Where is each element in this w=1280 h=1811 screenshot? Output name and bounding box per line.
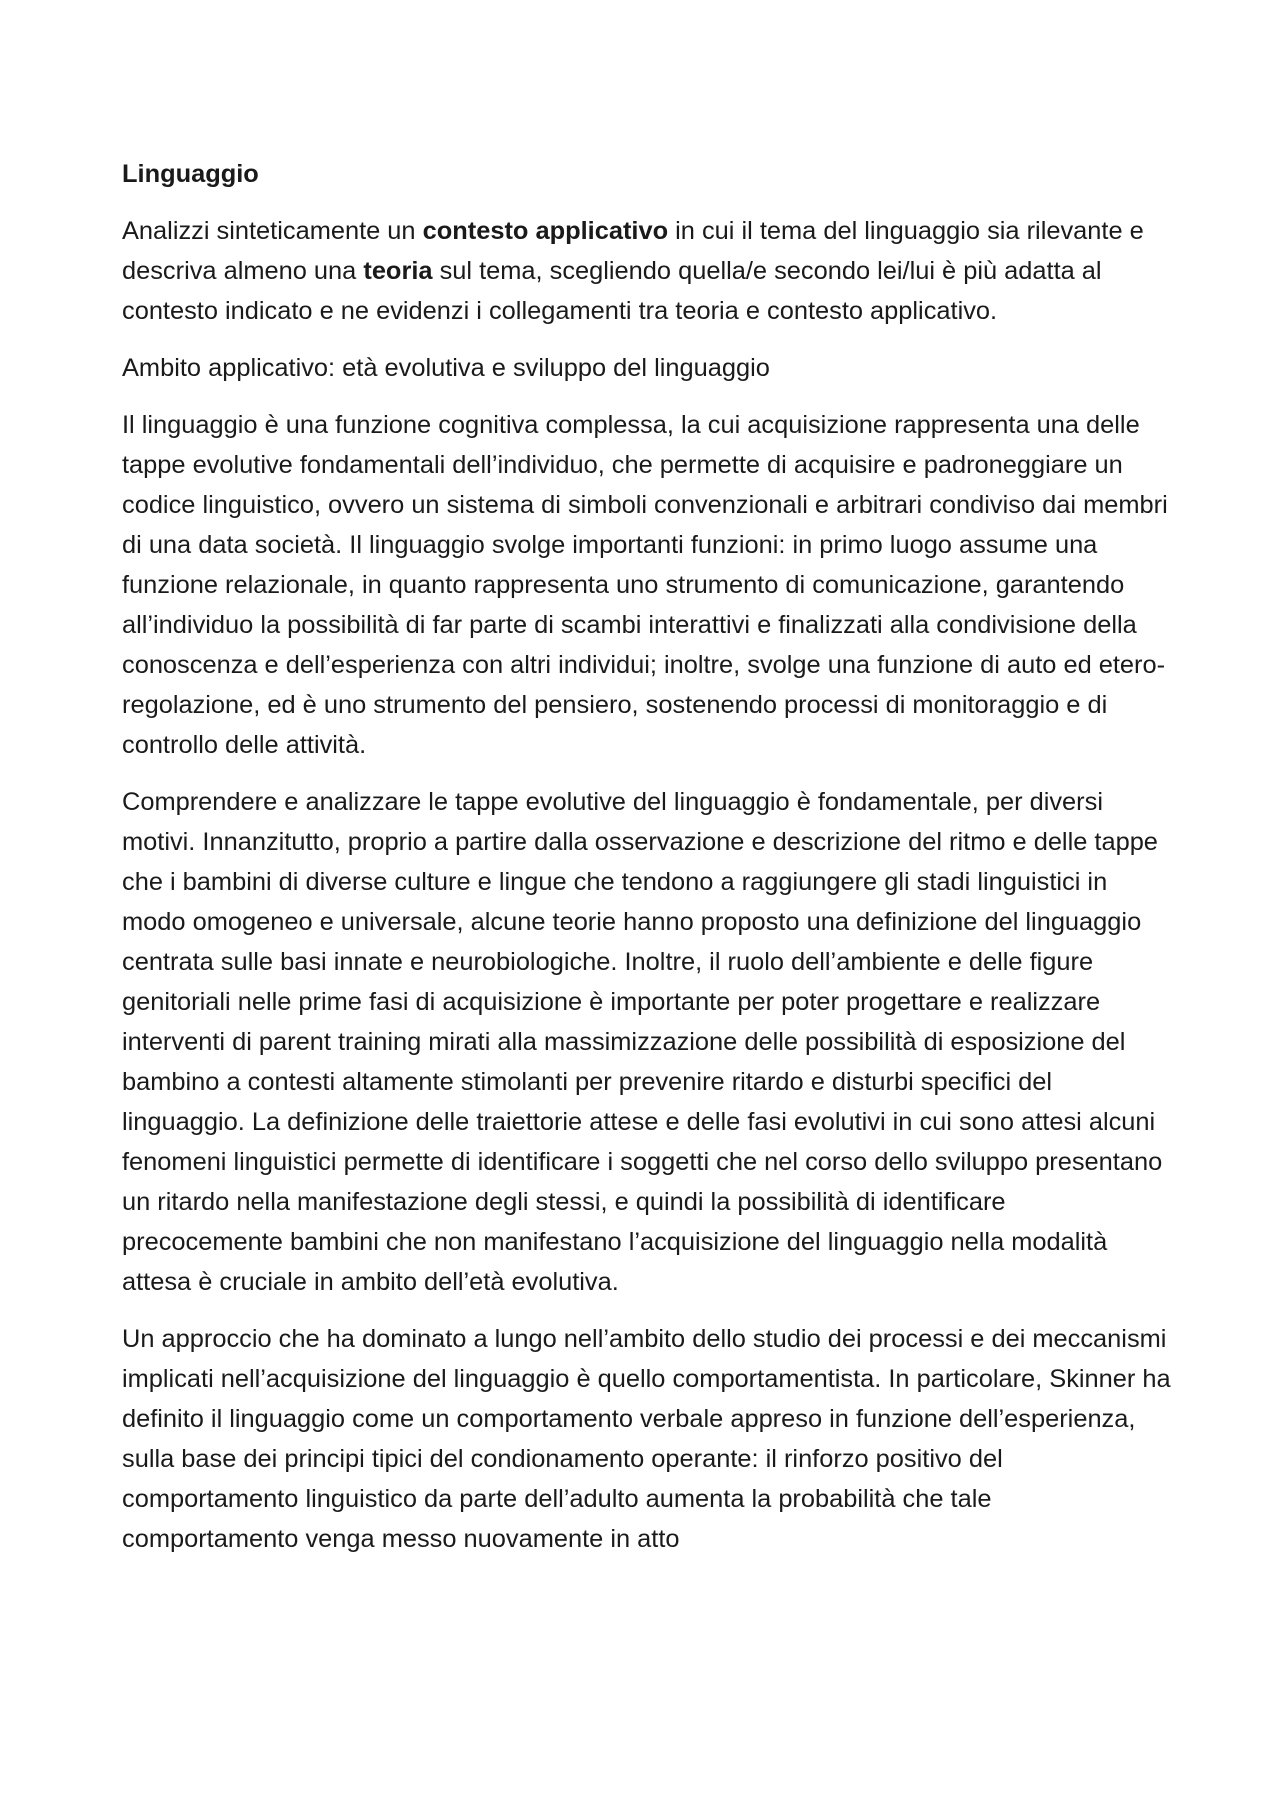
body-paragraph-1: Il linguaggio è una funzione cognitiva complessa, la cui acquisizione rappresenta una delle tappe evolutive fondamentali dell’individuo, che permette di acquisire e padroneggiare un codice linguistico, ovvero un sistema di simboli convenzionali e arbitrari condiviso dai membri di una data società. Il linguaggio svolge importanti funzioni: in primo luogo assume una funzione relazionale, in quanto rappresenta uno strumento di comunicazione, garantendo all’individuo la possibilità di far parte di scambi interattivi e finalizzati alla condivisione della conoscenza e dell’esperienza con altri individui; inoltre, svolge una funzione di auto ed etero-regolazione, ed è uno strumento del pensiero, sostenendo processi di monitoraggio e di controllo delle attività. <box>122 411 1168 759</box>
ambito-line: Ambito applicativo: età evolutiva e sviluppo del linguaggio <box>122 354 770 382</box>
prompt-bold-teoria: teoria <box>363 257 433 285</box>
prompt-paragraph <box>122 211 1172 331</box>
prompt-text-2: in cui il tema del linguaggio sia rilevante e descriva almeno una <box>122 217 1144 285</box>
document-title: Linguaggio <box>122 160 259 188</box>
document-body <box>122 154 1172 1576</box>
prompt-text-3: sul tema, scegliendo quella/e secondo lei/lui è più adatta al contesto indicato e ne evidenzi i collegamenti tra teoria e contesto applicativo. <box>122 257 1102 325</box>
body-paragraph-3: Un approccio che ha dominato a lungo nell’ambito dello studio dei processi e dei meccanismi implicati nell’acquisizione del linguaggio è quello comportamentista. In particolare, Skinner ha definito il linguaggio come un comportamento verbale appreso in funzione dell’esperienza, sulla base dei principi tipici del condionamento operante: il rinforzo positivo del comportamento linguistico da parte dell’adulto aumenta la probabilità che tale comportamento venga messo nuovamente in atto <box>122 1325 1171 1553</box>
body-paragraph-2: Comprendere e analizzare le tappe evolutive del linguaggio è fondamentale, per diversi motivi. Innanzitutto, proprio a partire dalla osservazione e descrizione del ritmo e delle tappe che i bambini di diverse culture e lingue che tendono a raggiungere gli stadi linguistici in modo omogeneo e universale, alcune teorie hanno proposto una definizione del linguaggio centrata sulle basi innate e neurobiologiche. Inoltre, il ruolo dell’ambiente e delle figure genitoriali nelle prime fasi di acquisizione è importante per poter progettare e realizzare interventi di parent training mirati alla massimizzazione delle possibilità di esposizione del bambino a contesti altamente stimolanti per prevenire ritardo e disturbi specifici del linguaggio. La definizione delle traiettorie attese e delle fasi evolutivi in cui sono attesi alcuni fenomeni linguistici permette di identificare i soggetti che nel corso dello sviluppo presentano un ritardo nella manifestazione degli stessi, e quindi la possibilità di identificare precocemente bambini che non manifestano l’acquisizione del linguaggio nella modalità attesa è cruciale in ambito dell’età evolutiva. <box>122 788 1163 1296</box>
prompt-bold-contesto: contesto applicativo <box>422 217 669 245</box>
prompt-text-1: Analizzi sinteticamente un <box>122 217 423 245</box>
